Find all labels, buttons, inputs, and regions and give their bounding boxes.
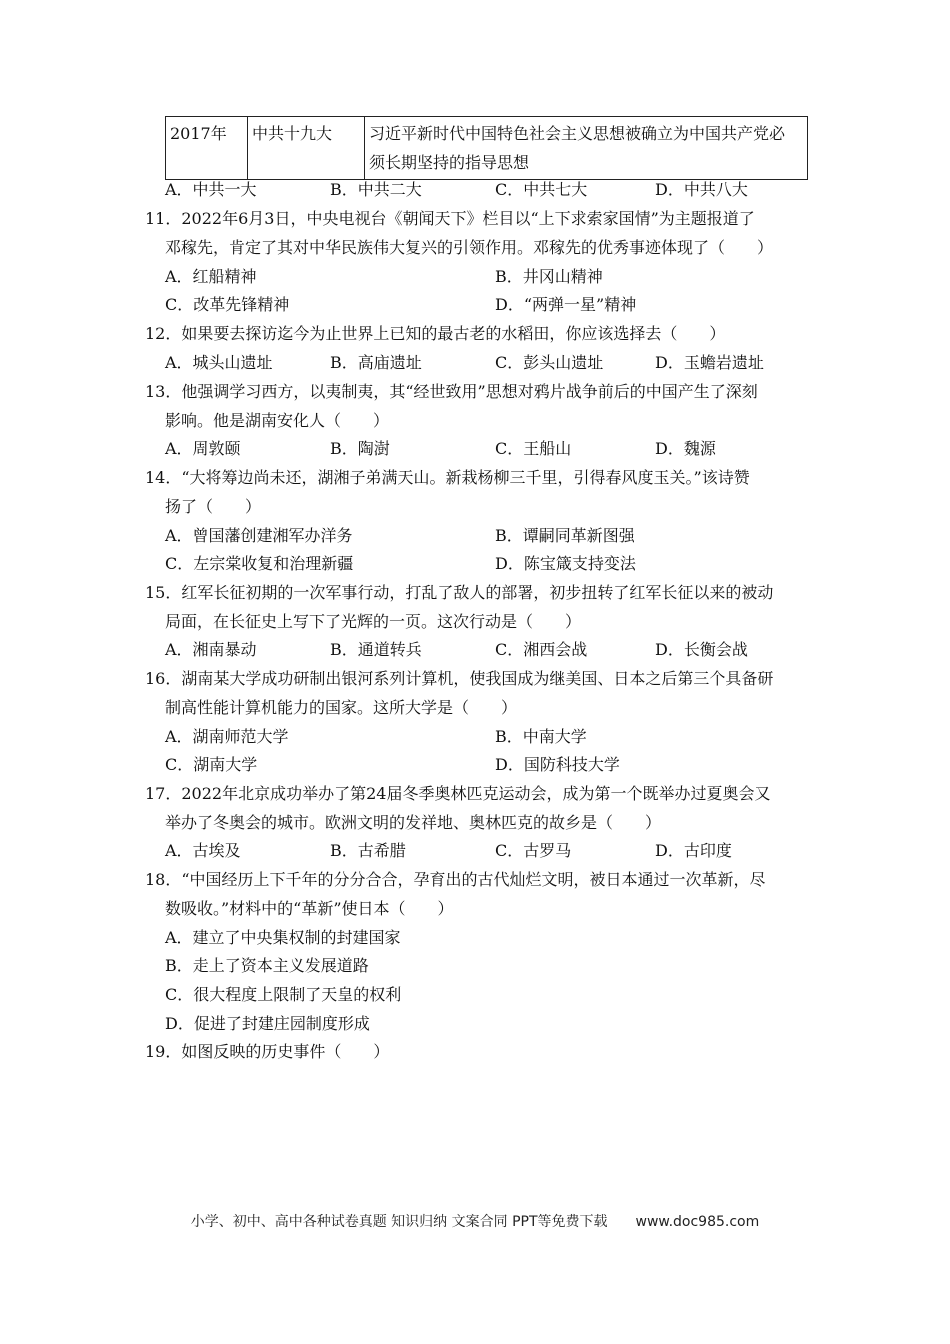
- q13-stem: 13．他强调学习西方，以夷制夷，其“经世致用”思想对鸦片战争前后的中国产生了深刻: [145, 382, 758, 401]
- q14-option-d: D．陈宝箴支持变法: [495, 554, 636, 573]
- q11-option-c: C．改革先锋精神: [165, 295, 290, 314]
- q12-option-c: C．彭头山遗址: [495, 353, 604, 372]
- q11-stem: 11．2022年6月3日，中央电视台《朝闻天下》栏目以“上下求索家国情”为主题报道了: [145, 209, 755, 228]
- q13-option-d: D．魏源: [655, 439, 716, 458]
- q16-option-c: C．湖南大学: [165, 755, 258, 774]
- q12-option-d: D．玉蟾岩遗址: [655, 353, 764, 372]
- q13-option-b: B．陶澍: [330, 439, 390, 458]
- q14-option-c: C．左宗棠收复和治理新疆: [165, 554, 354, 573]
- event-table: [165, 116, 808, 180]
- desc-line: 习近平新时代中国特色社会主义思想被确立为中国共产党必: [369, 124, 786, 143]
- q16-stem-cont: 制高性能计算机能力的国家。这所大学是（ ）: [165, 698, 518, 717]
- q15-option-c: C．湘西会战: [495, 640, 588, 659]
- q15-option-d: D．长衡会战: [655, 640, 748, 659]
- q13-option-c: C．王船山: [495, 439, 572, 458]
- q17-option-a: A．古埃及: [165, 841, 241, 860]
- table-cell-year: 2017年: [166, 117, 248, 180]
- q17-option-c: C．古罗马: [495, 841, 572, 860]
- q12-stem: 12．如果要去探访迄今为止世界上已知的最古老的水稻田，你应该选择去（ ）: [145, 324, 726, 343]
- footer-text: 小学、初中、高中各种试卷真题 知识归纳 文案合同 PPT等免费下载: [190, 1214, 608, 1230]
- q15-option-a: A．湘南暴动: [165, 640, 257, 659]
- table-cell-desc: [365, 117, 808, 180]
- q11-stem-cont: 邓稼先，肯定了其对中华民族伟大复兴的引领作用。邓稼先的优秀事迹体现了（ ）: [165, 238, 774, 257]
- q16-stem: 16．湖南某大学成功研制出银河系列计算机，使我国成为继美国、日本之后第三个具备研: [145, 669, 774, 688]
- q18-option-c: C．很大程度上限制了天皇的权利: [165, 985, 402, 1004]
- q11-option-a: A．红船精神: [165, 267, 257, 286]
- q13-stem-cont: 影响。他是湖南安化人（ ）: [165, 411, 390, 430]
- q18-option-d: D．促进了封建庄园制度形成: [165, 1014, 370, 1033]
- q18-stem-cont: 数吸收。”材料中的“革新”使日本（ ）: [165, 899, 454, 918]
- q11-option-b: B．井冈山精神: [495, 267, 603, 286]
- q10-option-a: A．中共一大: [165, 180, 257, 199]
- q16-option-a: A．湖南师范大学: [165, 727, 289, 746]
- q15-stem-cont: 局面，在长征史上写下了光辉的一页。这次行动是（ ）: [165, 612, 582, 631]
- q19-stem: 19．如图反映的历史事件（ ）: [145, 1042, 390, 1061]
- q14-stem: 14．“大将筹边尚未还，湖湘子弟满天山。新栽杨柳三千里，引得春风度玉关。”该诗赞: [145, 468, 750, 487]
- q14-option-a: A．曾国藩创建湘军办洋务: [165, 526, 353, 545]
- q18-stem: 18．“中国经历上下千年的分分合合，孕育出的古代灿烂文明，被日本通过一次革新，尽: [145, 870, 766, 889]
- q12-option-b: B．高庙遗址: [330, 353, 422, 372]
- q18-option-a: A．建立了中央集权制的封建国家: [165, 928, 401, 947]
- footer-url[interactable]: www.doc985.com: [635, 1214, 760, 1230]
- q16-option-b: B．中南大学: [495, 727, 587, 746]
- q18-option-b: B．走上了资本主义发展道路: [165, 956, 369, 975]
- page-footer: [0, 1211, 950, 1231]
- q11-option-d: D．“两弹一星”精神: [495, 295, 637, 314]
- q15-stem: 15．红军长征初期的一次军事行动，打乱了敌人的部署，初步扭转了红军长征以来的被动: [145, 583, 774, 602]
- q10-option-b: B．中共二大: [330, 180, 422, 199]
- q13-option-a: A．周敦颐: [165, 439, 241, 458]
- q14-stem-cont: 扬了（ ）: [165, 497, 262, 516]
- q14-option-b: B．谭嗣同革新图强: [495, 526, 635, 545]
- table-row: [166, 117, 808, 180]
- table-cell-event: 中共十九大: [248, 117, 365, 180]
- q12-option-a: A．城头山遗址: [165, 353, 273, 372]
- q10-option-d: D．中共八大: [655, 180, 748, 199]
- q17-option-b: B．古希腊: [330, 841, 406, 860]
- q15-option-b: B．通道转兵: [330, 640, 422, 659]
- q16-option-d: D．国防科技大学: [495, 755, 620, 774]
- desc-line: 须长期坚持的指导思想: [369, 153, 530, 172]
- q17-stem: 17．2022年北京成功举办了第24届冬季奥林匹克运动会，成为第一个既举办过夏奥会又: [145, 784, 771, 803]
- q10-option-c: C．中共七大: [495, 180, 588, 199]
- q17-stem-cont: 举办了冬奥会的城市。欧洲文明的发祥地、奥林匹克的故乡是（ ）: [165, 813, 662, 832]
- q17-option-d: D．古印度: [655, 841, 732, 860]
